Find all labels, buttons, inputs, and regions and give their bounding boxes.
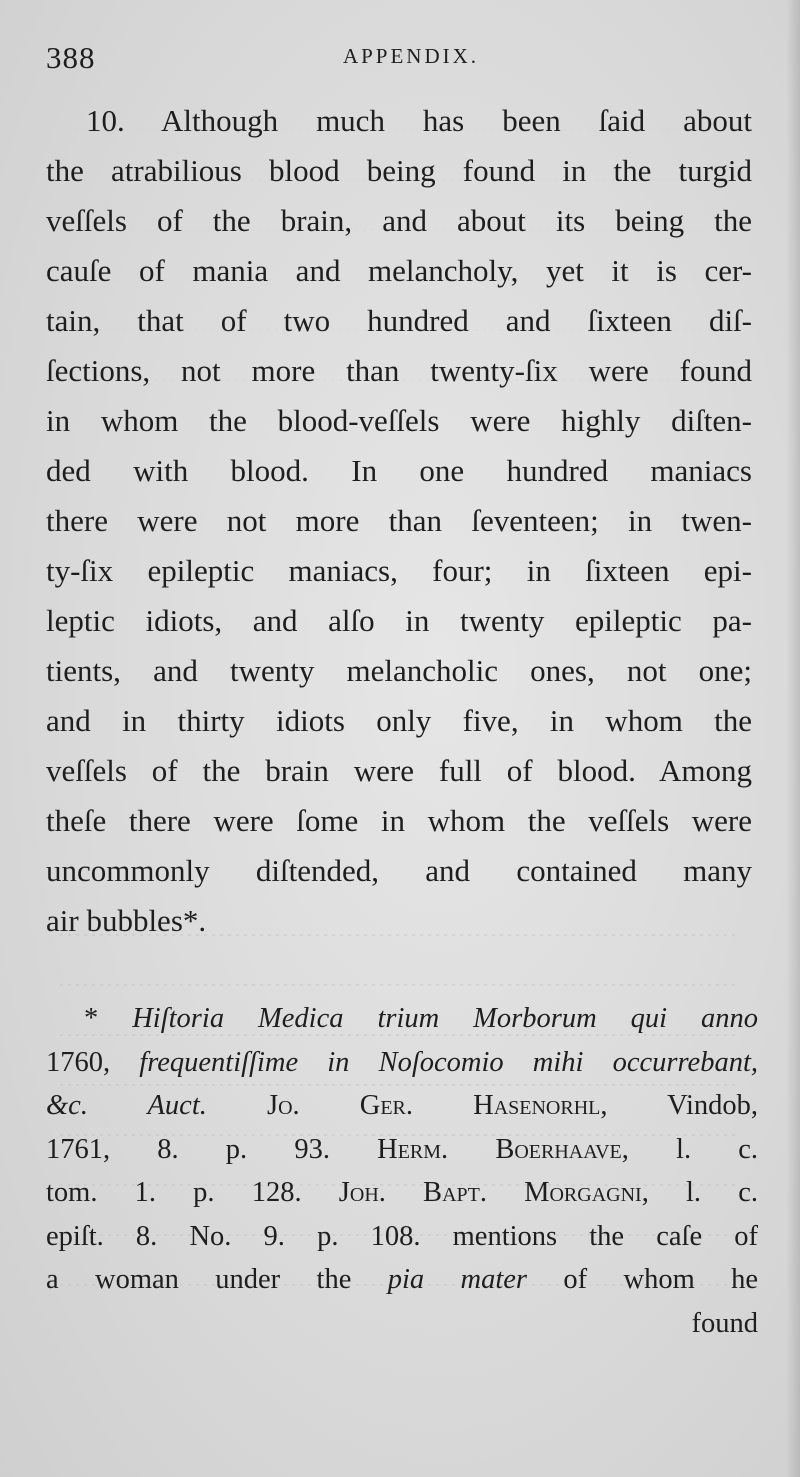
footnote-marker: * <box>84 1003 99 1034</box>
footnote-title-italic: frequentiſſime in Noſocomio mihi occurrebant, <box>139 1046 758 1078</box>
footnote-line <box>46 997 758 1041</box>
text-line: there were not more than ſeventeen; in twen- <box>46 503 752 538</box>
text-line: air bubbles*. <box>46 903 207 938</box>
page-number: 388 <box>46 40 96 75</box>
catchword: found <box>691 1307 758 1339</box>
footnote-line: epiſt. 8. No. 9. p. 108. mentions the caſe of <box>46 1220 758 1252</box>
footnote-place: Vindob, <box>667 1090 758 1121</box>
footnote-author: Joh. Bapt. Morgagni, <box>338 1177 649 1208</box>
footnote-abbrev-italic: &c. Auct. <box>46 1090 207 1121</box>
footnote-line <box>46 1084 758 1128</box>
text-line: veſſels of the brain were full of blood. Among <box>46 753 752 788</box>
text-line: in whom the blood-veſſels were highly diſten- <box>46 403 752 438</box>
text-line: veſſels of the brain, and about its being the <box>46 203 752 238</box>
text-line: tain, that of two hundred and ſixteen diſ- <box>46 303 752 338</box>
text-line: leptic idiots, and alſo in twenty epileptic pa- <box>46 603 752 638</box>
footnote-title-italic: Hiſtoria Medica trium Morborum qui anno <box>132 1003 758 1034</box>
footnote-citation: l. c. <box>686 1177 758 1208</box>
footnote-author: Herm. Boerhaave, <box>377 1133 629 1165</box>
text-line: and in thirty idiots only five, in whom the <box>46 703 752 738</box>
footnote-text: of whom he <box>563 1264 758 1295</box>
text-line: uncommonly diſtended, and contained many <box>46 853 752 888</box>
main-paragraph <box>46 96 752 946</box>
footnote-author: Jo. Ger. Hasenorhl, <box>267 1090 608 1121</box>
page-edge-shadow <box>786 0 800 1477</box>
text-line: tients, and twenty melancholic ones, not one; <box>46 653 752 688</box>
footnote-text: a woman under the <box>46 1264 352 1295</box>
page-header <box>46 36 756 86</box>
footnote-line <box>46 1171 758 1215</box>
footnote-line <box>46 1258 758 1302</box>
text-line: ſections, not more than twenty-ſix were found <box>46 353 752 388</box>
text-line: theſe there were ſome in whom the veſſels were <box>46 803 752 838</box>
footnote-line <box>46 1128 758 1172</box>
footnote <box>46 997 758 1345</box>
footnote-citation: 1761, 8. p. 93. <box>46 1133 330 1165</box>
text-line: cauſe of mania and melancholy, yet it is cer- <box>46 253 752 288</box>
running-head: APPENDIX. <box>342 44 480 68</box>
footnote-term-italic: pia mater <box>387 1264 528 1295</box>
footnote-citation: tom. 1. p. 128. <box>46 1177 302 1208</box>
text-line: ty-ſix epileptic maniacs, four; in ſixteen epi- <box>46 553 752 588</box>
text-line: 10. Although much has been ſaid about <box>86 103 752 138</box>
text-line: ded with blood. In one hundred maniacs <box>46 453 752 488</box>
text-line: the atrabilious blood being found in the turgid <box>46 153 752 188</box>
footnote-citation: l. c. <box>676 1133 758 1165</box>
footnote-year: 1760, <box>46 1046 111 1078</box>
footnote-line <box>46 1041 758 1085</box>
